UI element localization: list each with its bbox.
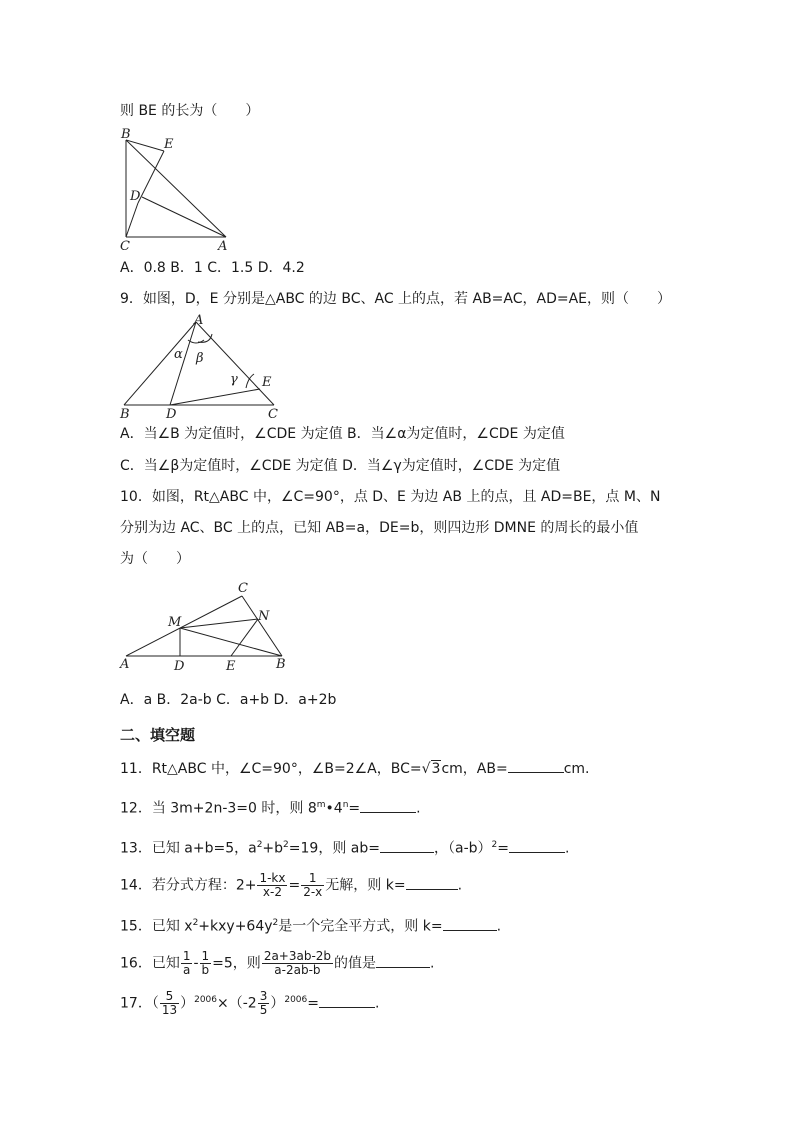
q12 <box>120 795 421 819</box>
q16-f1-numerator: 1 <box>182 949 191 963</box>
q9-label-e: E <box>262 375 272 390</box>
q14-text-post: 无解，则 k= <box>325 877 406 894</box>
q17-f1-numerator: 5 <box>160 990 179 1004</box>
q17-exp-2: 2006 <box>284 995 308 1005</box>
q16-f2-denominator: b <box>201 963 210 977</box>
q16-fraction-1 <box>181 950 193 977</box>
q10-label-m: M <box>168 615 182 630</box>
q16-fraction-3 <box>262 950 333 977</box>
q16-f3-numerator: 2a+3ab-2b <box>263 949 332 963</box>
q9-label-d: D <box>166 407 177 420</box>
q8-label-a: A <box>218 239 228 252</box>
q12-text-pre: 12．当 3m+2n-3=0 时，则 8 <box>120 800 317 817</box>
q14-f1-denominator: x-2 <box>262 885 282 899</box>
q9-label-a: A <box>194 313 204 328</box>
q11-root: 3 <box>431 761 441 777</box>
q16-f2-numerator: 1 <box>201 949 210 963</box>
q10-label-d: D <box>174 659 185 674</box>
q13-text-mid2: =19，则 ab= <box>288 840 380 857</box>
q14 <box>120 872 462 899</box>
q13 <box>120 835 569 859</box>
q15-text-mid1: +kxy+64y <box>198 918 273 935</box>
q13-answer-blank-ab[interactable] <box>380 838 434 853</box>
q8-options: A．0.8 B．1 C．1.5 D．4.2 <box>120 260 305 276</box>
q9-label-b: B <box>120 407 130 420</box>
q9-options-line2: C．当∠β为定值时，∠CDE 为定值 D．当∠γ为定值时，∠CDE 为定值 <box>120 458 561 474</box>
q16-text-pre: 16．已知 <box>120 955 180 972</box>
q17 <box>120 990 379 1017</box>
q14-f2-denominator: 2-x <box>303 885 323 899</box>
q13-text-pre: 13．已知 a+b=5，a <box>120 840 257 857</box>
q10-stem-line1: 10．如图，Rt△ABC 中，∠C=90°，点 D、E 为边 AB 上的点，且 AD=BE，点 M、N <box>120 489 661 505</box>
q10-stem-line3: 为（ ） <box>120 551 190 567</box>
q15-text-pre: 15．已知 x <box>120 918 193 935</box>
q9-figure <box>118 312 288 420</box>
q15-answer-blank[interactable] <box>443 916 497 931</box>
q13-exp-3: 2 <box>491 840 498 850</box>
q9-label-alpha: α <box>174 347 183 362</box>
q12-end: . <box>416 800 421 817</box>
q12-text-post: = <box>348 800 361 817</box>
q11-text-pre: 11．Rt△ABC 中，∠C=90°，∠B=2∠A，BC= <box>120 761 422 777</box>
q13-text-mid1: +b <box>262 840 284 857</box>
q14-f1-numerator: 1-kx <box>259 871 286 885</box>
q14-fraction-1 <box>257 872 287 899</box>
q17-end: . <box>375 995 380 1012</box>
q17-close-paren-2: ） <box>270 995 285 1012</box>
q8-label-b: B <box>121 127 131 142</box>
q14-text-pre: 14．若分式方程：2+ <box>120 877 257 894</box>
q8-figure <box>118 124 238 252</box>
sqrt-symbol: √3 <box>421 761 441 777</box>
q9-stem: 9．如图，D，E 分别是△ABC 的边 BC、AC 上的点，若 AB=AC，AD=AE，则（ ） <box>120 291 672 307</box>
q15-exp-1: 2 <box>192 918 199 928</box>
q16-answer-blank[interactable] <box>376 953 430 968</box>
q8-label-e: E <box>164 137 174 152</box>
q15-end: . <box>496 918 502 935</box>
q17-f2-numerator: 3 <box>259 989 268 1004</box>
q16-end: . <box>430 955 435 972</box>
q12-exp-m: m <box>316 800 326 810</box>
q15-text-post: 是一个完全平方式，则 k= <box>278 918 443 935</box>
q10-label-a: A <box>120 657 130 672</box>
q17-fraction-2 <box>258 990 270 1017</box>
q16-text-eq: =5，则 <box>212 955 261 972</box>
q9-options-line1: A．当∠B 为定值时，∠CDE 为定值 B．当∠α为定值时，∠CDE 为定值 <box>120 426 565 442</box>
q8-label-c: C <box>120 239 130 252</box>
q10-figure <box>116 578 296 674</box>
q14-end: . <box>457 877 463 894</box>
q12-exp-n: n <box>342 800 349 810</box>
q10-label-e: E <box>226 659 236 674</box>
q16-minus: - <box>193 955 199 972</box>
q15 <box>120 913 501 937</box>
q10-label-n: N <box>258 609 270 624</box>
q8-stem-tail: 则 BE 的长为（ ） <box>120 103 260 119</box>
q11-unit: cm. <box>563 761 590 777</box>
q13-end: . <box>564 840 570 857</box>
q10-label-b: B <box>276 657 286 672</box>
q17-fraction-1 <box>160 990 179 1017</box>
q11-answer-blank[interactable] <box>508 758 564 773</box>
q14-equals: = <box>288 877 301 894</box>
q10-label-c: C <box>238 581 248 596</box>
q17-close-paren-1: ） <box>180 995 195 1012</box>
q17-text-post: = <box>307 995 319 1012</box>
q9-label-gamma: γ <box>230 372 238 387</box>
q16-f3-denominator: a-2ab-b <box>274 963 321 977</box>
q16-text-post: 的值是 <box>334 955 377 972</box>
q14-answer-blank[interactable] <box>406 875 458 890</box>
q11-text-post: cm，AB= <box>441 761 508 777</box>
q13-exp-1: 2 <box>256 840 263 850</box>
q12-answer-blank[interactable] <box>360 798 416 813</box>
q16 <box>120 950 435 977</box>
q17-f2-denominator: 5 <box>259 1003 268 1018</box>
q9-label-beta: β <box>196 351 204 366</box>
q14-f2-numerator: 1 <box>301 872 324 886</box>
q17-exp-1: 2006 <box>194 995 218 1005</box>
q17-text-pre: 17．（ <box>120 995 159 1012</box>
q13-text-mid3: ，（a-b） <box>433 840 492 857</box>
q14-fraction-2 <box>301 872 324 899</box>
q16-f1-denominator: a <box>182 963 191 977</box>
q13-text-post: = <box>497 840 509 857</box>
q17-f1-denominator: 13 <box>161 1003 178 1018</box>
q9-label-c: C <box>268 407 278 420</box>
q15-exp-2: 2 <box>272 918 279 928</box>
q8-label-d: D <box>130 189 141 204</box>
q17-answer-blank[interactable] <box>319 993 375 1008</box>
q10-options: A．a B．2a-b C．a+b D．a+2b <box>120 692 337 708</box>
q10-stem-line2: 分别为边 AC、BC 上的点，已知 AB=a，DE=b，则四边形 DMNE 的周长的最小值 <box>120 520 639 536</box>
q17-text-times: ×（-2 <box>217 995 257 1012</box>
q11 <box>120 758 590 779</box>
q13-answer-blank-sq[interactable] <box>509 838 565 853</box>
q16-fraction-2 <box>200 950 212 977</box>
q12-text-mid: •4 <box>325 800 343 817</box>
section-title: 二、填空题 <box>120 726 196 744</box>
q13-exp-2: 2 <box>283 840 289 850</box>
